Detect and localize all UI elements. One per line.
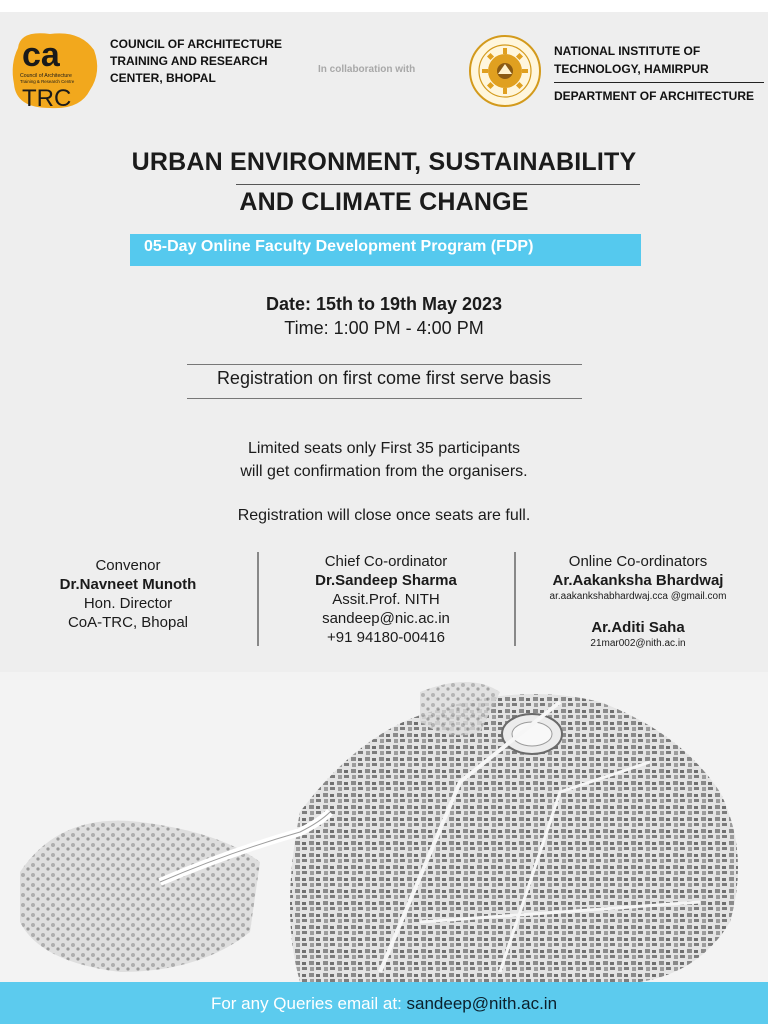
nith-name — [554, 42, 768, 105]
footer-text — [0, 994, 768, 1014]
registration-bottom-rule — [187, 398, 582, 399]
org-left-line-3: CENTER, BHOPAL — [110, 71, 216, 85]
limited-seats-line-2: will get confirmation from the organisers. — [240, 463, 528, 480]
footer-bar — [0, 982, 768, 1024]
online-role: Online Co-ordinators — [568, 553, 708, 570]
coa-trc-logo — [10, 28, 102, 112]
convenor-name: Dr.Navneet Munoth — [59, 576, 197, 593]
chief-role: Chief Co-ordinator — [324, 553, 448, 570]
svg-text:Council of Architecture: Council of Architecture — [20, 73, 72, 79]
registration-close-note: Registration will close once seats are full. — [237, 507, 531, 524]
online-coordinators-block — [520, 552, 756, 651]
convenor-role: Convenor — [95, 557, 161, 574]
footer-prefix: For any Queries email at: — [210, 994, 407, 1013]
svg-text:Training & Research Centre: Training & Research Centre — [20, 79, 75, 84]
svg-text:ca: ca — [22, 36, 60, 74]
chief-email: sandeep@nic.ac.in — [322, 610, 450, 627]
event-date: Date: 15th to 19th May 2023 — [265, 294, 503, 314]
online-email-1: ar.aakankshabhardwaj.cca @gmail.com — [549, 591, 727, 602]
coa-trc-name — [110, 36, 310, 87]
online-name-1: Ar.Aakanksha Bhardwaj — [552, 572, 724, 589]
registration-note: Registration on first come first serve basis — [216, 368, 552, 388]
online-email-2: 21mar002@nith.ac.in — [590, 638, 686, 649]
online-name-2: Ar.Aditi Saha — [591, 619, 685, 636]
chief-title: Assit.Prof. NITH — [332, 591, 440, 608]
registration-top-rule — [187, 364, 582, 365]
org-right-line-1: NATIONAL INSTITUTE OF — [554, 44, 701, 58]
poster — [0, 12, 768, 1024]
column-divider — [514, 552, 516, 646]
chief-name: Dr.Sandeep Sharma — [315, 572, 457, 589]
convenor-org: CoA-TRC, Bhopal — [67, 614, 189, 631]
chief-phone: +91 94180-00416 — [326, 629, 446, 646]
chief-coordinator-block — [268, 552, 504, 647]
convenor-title: Hon. Director — [83, 595, 173, 612]
column-divider — [257, 552, 259, 646]
title-line-2: AND CLIMATE CHANGE — [239, 188, 529, 216]
svg-text:TRC: TRC — [22, 85, 72, 112]
org-right-divider — [554, 82, 764, 83]
org-right-line-2: TECHNOLOGY, HAMIRPUR — [554, 62, 709, 76]
footer-email-link[interactable]: sandeep@nith.ac.in — [406, 994, 558, 1013]
fdp-banner — [130, 234, 641, 266]
collaboration-label: In collaboration with — [318, 64, 416, 75]
limited-seats-line-1: Limited seats only First 35 participants — [247, 440, 521, 457]
org-left-line-1: COUNCIL OF ARCHITECTURE — [110, 37, 282, 51]
city-relief-map — [0, 672, 768, 982]
nith-logo — [468, 34, 542, 108]
org-left-line-2: TRAINING AND RESEARCH — [110, 54, 268, 68]
department-name: DEPARTMENT OF ARCHITECTURE — [554, 89, 754, 103]
convenor-block — [30, 556, 226, 632]
event-time: Time: 1:00 PM - 4:00 PM — [284, 318, 484, 338]
title-divider — [236, 184, 640, 185]
title-line-1: URBAN ENVIRONMENT, SUSTAINABILITY — [131, 148, 637, 176]
fdp-banner-text: 05-Day Online Faculty Development Program (FDP) — [144, 238, 534, 255]
